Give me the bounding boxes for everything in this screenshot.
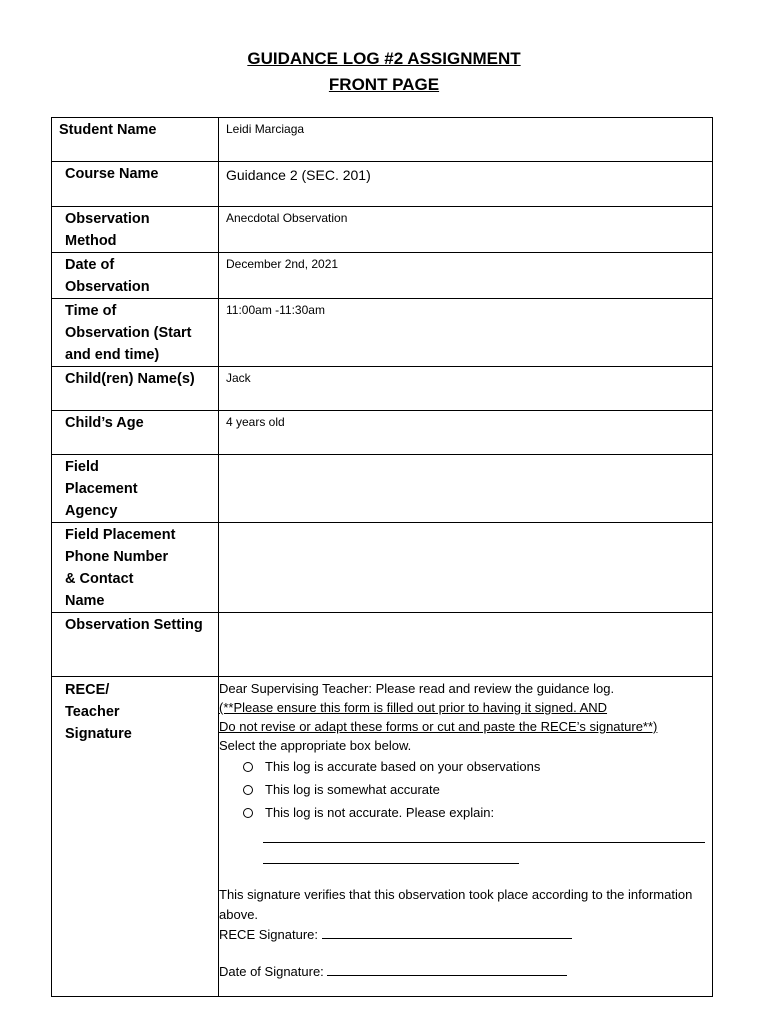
- student-name-value: Leidi Marciaga: [226, 122, 305, 136]
- option-label: This log is somewhat accurate: [265, 782, 440, 797]
- time-of-observation-label: Time of Observation (Start and end time): [65, 303, 192, 363]
- observation-method-value: Anecdotal Observation: [226, 211, 348, 225]
- rece-signature-label: RECE Signature:: [219, 927, 318, 942]
- children-names-value: Jack: [226, 371, 251, 385]
- label-cell: [52, 162, 219, 207]
- option-label: This log is accurate based on your observations: [265, 759, 541, 774]
- observation-method-label: Observation Method: [65, 211, 150, 249]
- label-cell: [52, 367, 219, 411]
- student-name-label: Student Name: [59, 122, 157, 138]
- select-instruction: Select the appropriate box below.: [219, 738, 412, 753]
- explanation-line-2[interactable]: [263, 847, 519, 864]
- radio-circle-icon[interactable]: [243, 785, 253, 795]
- value-cell[interactable]: [219, 523, 713, 613]
- radio-circle-icon[interactable]: [243, 762, 253, 772]
- course-name-label: Course Name: [65, 166, 159, 182]
- form-row: [52, 162, 713, 207]
- children-names-label: Child(ren) Name(s): [65, 371, 195, 387]
- value-cell[interactable]: [219, 299, 713, 367]
- form-row: [52, 367, 713, 411]
- label-cell: [52, 299, 219, 367]
- label-cell: [52, 207, 219, 253]
- document-title: [0, 46, 768, 98]
- value-cell[interactable]: [219, 367, 713, 411]
- verify-statement: This signature verifies that this observation took place according to the information above.: [219, 887, 693, 922]
- date-signature-line[interactable]: [327, 963, 567, 976]
- option-somewhat-accurate[interactable]: [243, 778, 712, 801]
- field-placement-contact-value: [219, 523, 712, 526]
- label-cell: [52, 411, 219, 455]
- title-line-2: FRONT PAGE: [328, 75, 440, 94]
- time-of-observation-value: 11:00am -11:30am: [226, 303, 325, 317]
- label-cell: [52, 253, 219, 299]
- course-name-value: Guidance 2 (SEC. 201): [226, 167, 371, 183]
- option-not-accurate[interactable]: [243, 801, 712, 824]
- observation-setting-label: Observation Setting: [65, 617, 203, 633]
- value-cell[interactable]: [219, 411, 713, 455]
- date-signature-row: [219, 962, 712, 981]
- value-cell[interactable]: [219, 253, 713, 299]
- label-cell: [52, 677, 219, 997]
- form-row: [52, 411, 713, 455]
- label-cell: [52, 523, 219, 613]
- childs-age-label: Child’s Age: [65, 415, 144, 431]
- form-row: [52, 299, 713, 367]
- signature-intro: Dear Supervising Teacher: Please read and review the guidance log.: [219, 681, 615, 696]
- value-cell[interactable]: [219, 207, 713, 253]
- field-placement-contact-label: Field Placement Phone Number & Contact Name: [65, 527, 176, 609]
- form-row: [52, 118, 713, 162]
- value-cell[interactable]: [219, 162, 713, 207]
- form-row: [52, 613, 713, 677]
- field-placement-agency-label: Field Placement Agency: [65, 459, 138, 519]
- form-row: [52, 523, 713, 613]
- value-cell[interactable]: [219, 455, 713, 523]
- date-of-observation-label: Date of Observation: [65, 257, 150, 295]
- value-cell[interactable]: [219, 118, 713, 162]
- signature-note-1: (**Please ensure this form is filled out prior to having it signed. AND: [219, 700, 608, 715]
- explanation-line-1[interactable]: [263, 826, 705, 843]
- rece-signature-row: [219, 925, 712, 944]
- label-cell: [52, 613, 219, 677]
- form-row: [52, 207, 713, 253]
- label-cell: [52, 455, 219, 523]
- date-of-observation-value: December 2nd, 2021: [226, 257, 339, 271]
- form-row-signature: [52, 677, 713, 997]
- form-row: [52, 455, 713, 523]
- signature-note-2: Do not revise or adapt these forms or cut and paste the RECE’s signature**): [219, 719, 658, 734]
- option-accurate[interactable]: [243, 755, 712, 778]
- value-cell[interactable]: [219, 613, 713, 677]
- date-signature-label: Date of Signature:: [219, 964, 324, 979]
- guidance-log-form: [51, 117, 713, 997]
- rece-signature-line[interactable]: [322, 926, 572, 939]
- radio-circle-icon[interactable]: [243, 808, 253, 818]
- title-line-1: GUIDANCE LOG #2 ASSIGNMENT: [247, 49, 521, 68]
- childs-age-value: 4 years old: [226, 415, 285, 429]
- explanation-lines[interactable]: [263, 826, 705, 864]
- field-placement-agency-value: [219, 455, 712, 458]
- label-cell: [52, 118, 219, 162]
- signature-label: RECE/ Teacher Signature: [65, 682, 132, 742]
- observation-setting-value: [219, 613, 712, 616]
- form-row: [52, 253, 713, 299]
- signature-cell: [219, 677, 713, 997]
- option-label: This log is not accurate. Please explain:: [265, 805, 495, 820]
